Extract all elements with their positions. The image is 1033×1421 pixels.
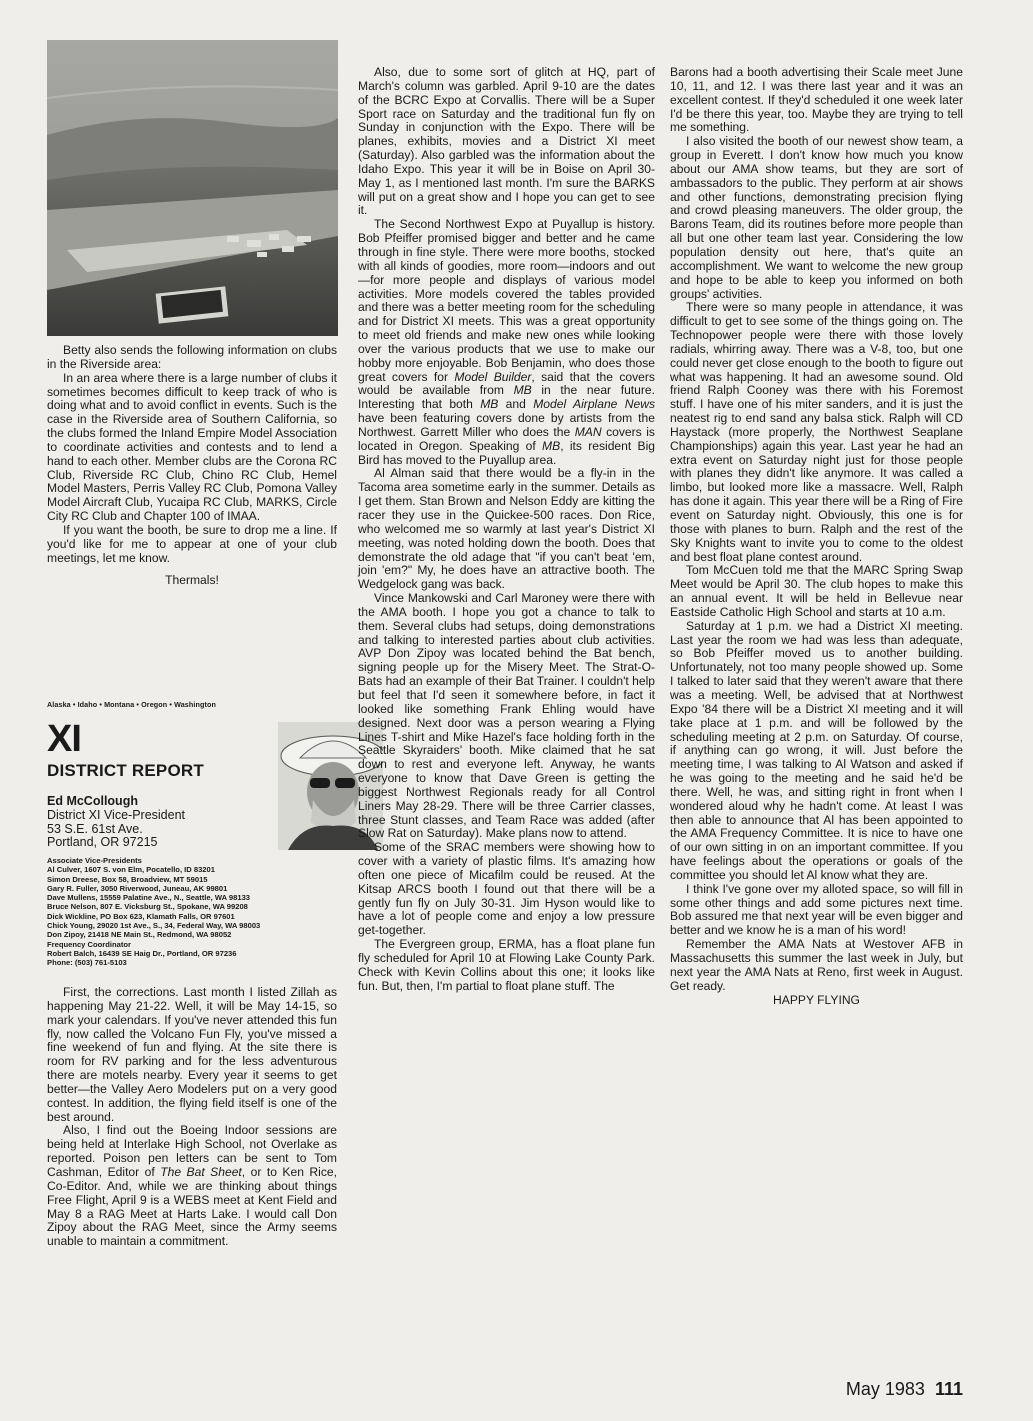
signoff-happy-flying: HAPPY FLYING [773, 992, 860, 1007]
italic-title: Model Airplane News [533, 397, 655, 412]
vp-role: District XI Vice-President [47, 807, 186, 822]
italic-title: MB [480, 397, 499, 412]
paragraph: Al Alman said that there would be a fly-in in the Tacoma area sometime early in the summer. Details as I get them. Stan Brown and Nelson Eddy are kitting the racer they use in the Quickee-500 races. Don Rice, who welcomed me so warmly at last year's District XI meeting, was noted holding down the booth. Does that demonstrate the old adage that "if you can't beat 'em, join 'em?" My, he does have an attractive booth. The Wedgelock gang was back. [358, 466, 655, 592]
text-run: , said that the covers would be available from [358, 369, 655, 398]
paragraph [47, 1124, 337, 1249]
paragraph: If you want the booth, be sure to drop me a line. If you'd like for me to appear at one of your club meetings, let me know. [47, 522, 337, 565]
paragraph: Tom McCuen told me that the MARC Spring Swap Meet would be April 30. The club hopes to make this an annual event. It will be held in Bellevue near Eastside Catholic High School and starts at 10 a.m. [670, 563, 963, 619]
italic-title: Model Builder [454, 369, 532, 384]
italic-title: MAN [574, 424, 602, 439]
text-run: have been featuring covers done by artists from the Northwest. Garrett Miller who does the [358, 411, 655, 439]
avp-entry: Don Zipoy, 21418 NE Main St., Redmond, WA 98052 [47, 930, 232, 940]
paragraph: First, the corrections. Last month I listed Zillah as happening May 21-22. Well, it will be May 14-15, so mark your calendars. If you've never attended this fun fly, now called the Volcano Fun Fly, you've missed a fine weekend of fun and flying. At the site there is room for RV parking and for the less adventurous there are motels nearby. Every year it seems to get better—the Valley Aero Modelers put on a very good contest. In addition, the flying field itself is one of the best around. [47, 985, 337, 1124]
page-footer [846, 1379, 963, 1400]
text-run: , or to Ken Rice, Co-Editor. And, while we are thinking about things Free Flight, April 9 is a WEBS meet at Kent Field and May 8 a RAG Meet at Harts Lake. I would call Don Zipoy about the RAG Meet, since the Army seems unable to maintain a commitment. [47, 1164, 337, 1249]
paragraph: Vince Mankowski and Carl Maroney were there with the AMA booth. I hope you got a chance to talk to them. Several clubs had setups, doing demonstrations and talking to interested parties about club activities. AVP Don Zipoy was located behind the Bat bench, signing people up for the Misery Meet. The Strat-O-Bats had an example of their Bat Trainer. I couldn't help but feel that I'd seen it somewhere before, in fact it looked like something Frank Ehling would have designed. Next door was a person wearing a Flying Lines T-shirt and Mike Hazel's face holding forth in the Seattle Skyraiders' booth. Mike claimed that he sat down to rest and everyone left. Anyway, he wants everyone to know that Dave Green is getting the biggest Northwest Regionals ready for all Control Liners May 28-29. There will be three Carrier classes, three Stunt classes, and Team Race was added (after Slow Rat on Saturday). Make plans now to attend. [358, 591, 655, 841]
freq-heading: Frequency Coordinator [47, 939, 131, 949]
paragraph: In an area where there is a large number of clubs it sometimes becomes difficult to keep track of who is doing what and to avoid conflict in events. Such is the case in the Riverside area of Southern California, so the clubs formed the Inland Empire Model Association to coordinate activities and contests and to lend a hand to each other. Member clubs are the Corona RC Club, Riverside RC Club, Chino RC Club, Hemel Model Masters, Perris Valley RC Club, Pomona Valley Model Aircraft Club, Yucaipa RC Club, MARKS, Circle City RC Club and Chapter 100 of IMAA. [47, 370, 337, 524]
avp-entry: Chick Young, 29020 1st Ave., S., 34, Federal Way, WA 98003 [47, 921, 261, 931]
vp-contact [47, 795, 237, 850]
paragraph [358, 218, 655, 467]
district-report-title: DISTRICT REPORT [47, 761, 204, 780]
aerial-field-image [47, 40, 338, 336]
column-1-lower-text [47, 986, 337, 1249]
paragraph: There were so many people in attendance, it was difficult to get to see some of the things going on. The Technopower people were there with those lovely radials, whirring away. There was a V-8, too, but one could never get close enough to the booth to figure out what was happening. It had an awesome sound. Old friend Ralph Cooney was there with his Foremost stuff. I have one of his miter sanders, and it is just the neatest rig to end sand any balsa stick. Ralph will CD Haystack (more properly, the Northwest Seaplane Championships) again this year. Last year he had an extra event on Saturday night just for those people with planes they didn't like anymore. It was called a limbo, but looked more like a massacre. Well, Ralph has done it again. This year there will be a Ring of Fire event on Saturday night. Obviously, this one is for those with planes to burn. Ralph and the rest of the Sky Knights want to invite you to come to the oldest and best float plane contest around. [670, 300, 963, 564]
associate-vp-list [47, 856, 337, 968]
paragraph: Remember the AMA Nats at Westover AFB in Massachusetts this summer the last week in July, but next year the AMA Nats at Reno, first week in August. Get ready. [670, 937, 963, 993]
text-run: Also, I find out the Boeing Indoor sessions are being held at Interlake High School, not Overlake as reported. Poison pen letters can be sent to Tom Cashman, Editor of [47, 1123, 337, 1179]
avp-entry: Simon Dreese, Box 58, Broadview, MT 59015 [47, 874, 208, 884]
signoff-thermals: Thermals! [165, 572, 219, 587]
paragraph: Some of the SRAC members were showing how to cover with a variety of plastic films. It's amazing how often one piece of Micafilm could be reused. At the Kitsap ARCS booth I found out that there will be a gently fun fly on July 30-31. Jim Hyson would like to have a lot of people come and enjoy a low pressure get-together. [358, 840, 655, 938]
italic-title: MB [542, 438, 561, 453]
avp-entry: Bruce Nelson, 807 E. Vicksburg St., Spokane, WA 99208 [47, 902, 248, 912]
paragraph: Also, due to some sort of glitch at HQ, part of March's column was garbled. April 9-10 are the dates of the BCRC Expo at Corvallis. There will be a Super Sport race on Saturday and the traditional fun fly on Sunday in conjunction with the Expo. There will be planes, exhibits, movies and a District XI meet (Saturday). Also garbled was the information about the Idaho Expo. This year it will be in Boise on April 30-May 1, as I mentioned last month. I'm sure the BARKS will put on a great show and I hope you can get to see it. [358, 65, 655, 218]
column-3-text [670, 66, 963, 1007]
paragraph: Barons had a booth advertising their Scale meet June 10, 11, and 12. I was there last year and it was an excellent contest. If they'd scheduled it one week later I'd be there this year, too. Maybe they are trying to tell me something. [670, 65, 963, 135]
column-1-text [47, 344, 337, 587]
avp-entry: Al Culver, 1607 S. von Elm, Pocatello, ID 83201 [47, 865, 215, 875]
avp-entry: Gary R. Fuller, 3050 Riverwood, Juneau, AK 99801 [47, 883, 228, 893]
paragraph: I also visited the booth of our newest show team, a group in Everett. I don't know how much you know about our AMA show teams, but they are sort of ambassadors to the public. They perform at air shows and other functions, demonstrating precision flying and crowd pleasing maneuvers. The older group, the Barons Team, did its routines before more people than all but one other team last year. Considering the low population density out here, that's quite an accomplishment. We want to welcome the new group and hope to be able to keep you informed on both groups' activities. [670, 134, 963, 301]
page-number: 111 [934, 1379, 963, 1399]
text-run: covers is located in Oregon. Speaking of [358, 424, 655, 453]
vp-address-line1: 53 S.E. 61st Ave. [47, 821, 143, 836]
issue-date: May 1983 [845, 1379, 925, 1399]
district-states: Alaska • Idaho • Montana • Oregon • Washington [47, 700, 216, 709]
text-run: The Second Northwest Expo at Puyallup is history. Bob Pfeiffer promised bigger and better and he came through in fine style. There were more booths, stocked with all kinds of goodies, more room—indoors and out—for more people and displays of various model activities. More models covered the tables provided and there was a better meeting room for the scheduling and for District XI meets. This was a great opportunity to meet old friends and make new ones while looking over the various products that we use to make our hobby more enjoyable. Bob Benjamin, who does those great covers for [358, 217, 655, 384]
freq-phone: Phone: (503) 761-5103 [47, 958, 127, 968]
text-run: in the near future. Interesting that both [358, 383, 655, 412]
column-2-text [358, 66, 655, 994]
paragraph: The Evergreen group, ERMA, has a float plane fun fly scheduled for April 10 at Flowing Lake County Park. Check with Kevin Collins about this one; it looks like fun. But, then, I'm partial to float plane stuff. The [358, 937, 655, 993]
paragraph: I think I've gone over my alloted space, so will fill in some other things and add some pictures next time. Bob assured me that next year will be even bigger and better and we know he is a man of his word! [670, 881, 963, 938]
aerial-photo [47, 40, 338, 336]
italic-title: MB [513, 383, 532, 398]
district-number: XI [47, 718, 81, 760]
avp-entry: Dick Wickline, PO Box 623, Klamath Falls, OR 97601 [47, 911, 235, 921]
freq-entry: Robert Balch, 16439 SE Haig Dr., Portland, OR 97236 [47, 948, 237, 958]
text-run: , its resident Big Bird has moved to the Puyallup area. [358, 438, 655, 467]
vp-name: Ed McCollough [47, 794, 138, 808]
paragraph: Betty also sends the following information on clubs in the Riverside area: [47, 343, 337, 371]
district-report-header [47, 700, 337, 968]
paragraph: Saturday at 1 p.m. we had a District XI meeting. Last year the room we had was less than adequate, so Bob Pfeiffer moved us to another building. Unfortunately, not too many people showed up. Some I talked to later said that they weren't aware that there was a meeting. Well, be advised that at Northwest Expo '84 there will be a District XI meeting and it will take place at 1 p.m. and will be followed by the scheduling meeting at 2 p.m. on Saturday. Of course, if anything can go wrong, it will. Just before the meeting time, I was talking to Al Watson and asked if he was going to the meeting and he said he'd be there. Well, he was, and sitting right in front when I wondered aloud why he hadn't come. At least I was then able to announce that Al has been appointed to the AMA Frequency Committee. It is nice to have one of our own sitting in on an important committee. If you have feelings about the operations or goals of the committee you should let Al know what they are. [670, 618, 963, 882]
avp-entry: Dave Mullens, 15559 Palatine Ave., N., Seattle, WA 98133 [47, 893, 251, 903]
vp-address-line2: Portland, OR 97215 [47, 835, 158, 850]
text-run: and [498, 397, 534, 412]
avp-heading: Associate Vice-Presidents [47, 856, 142, 865]
italic-title: The Bat Sheet [160, 1164, 242, 1179]
